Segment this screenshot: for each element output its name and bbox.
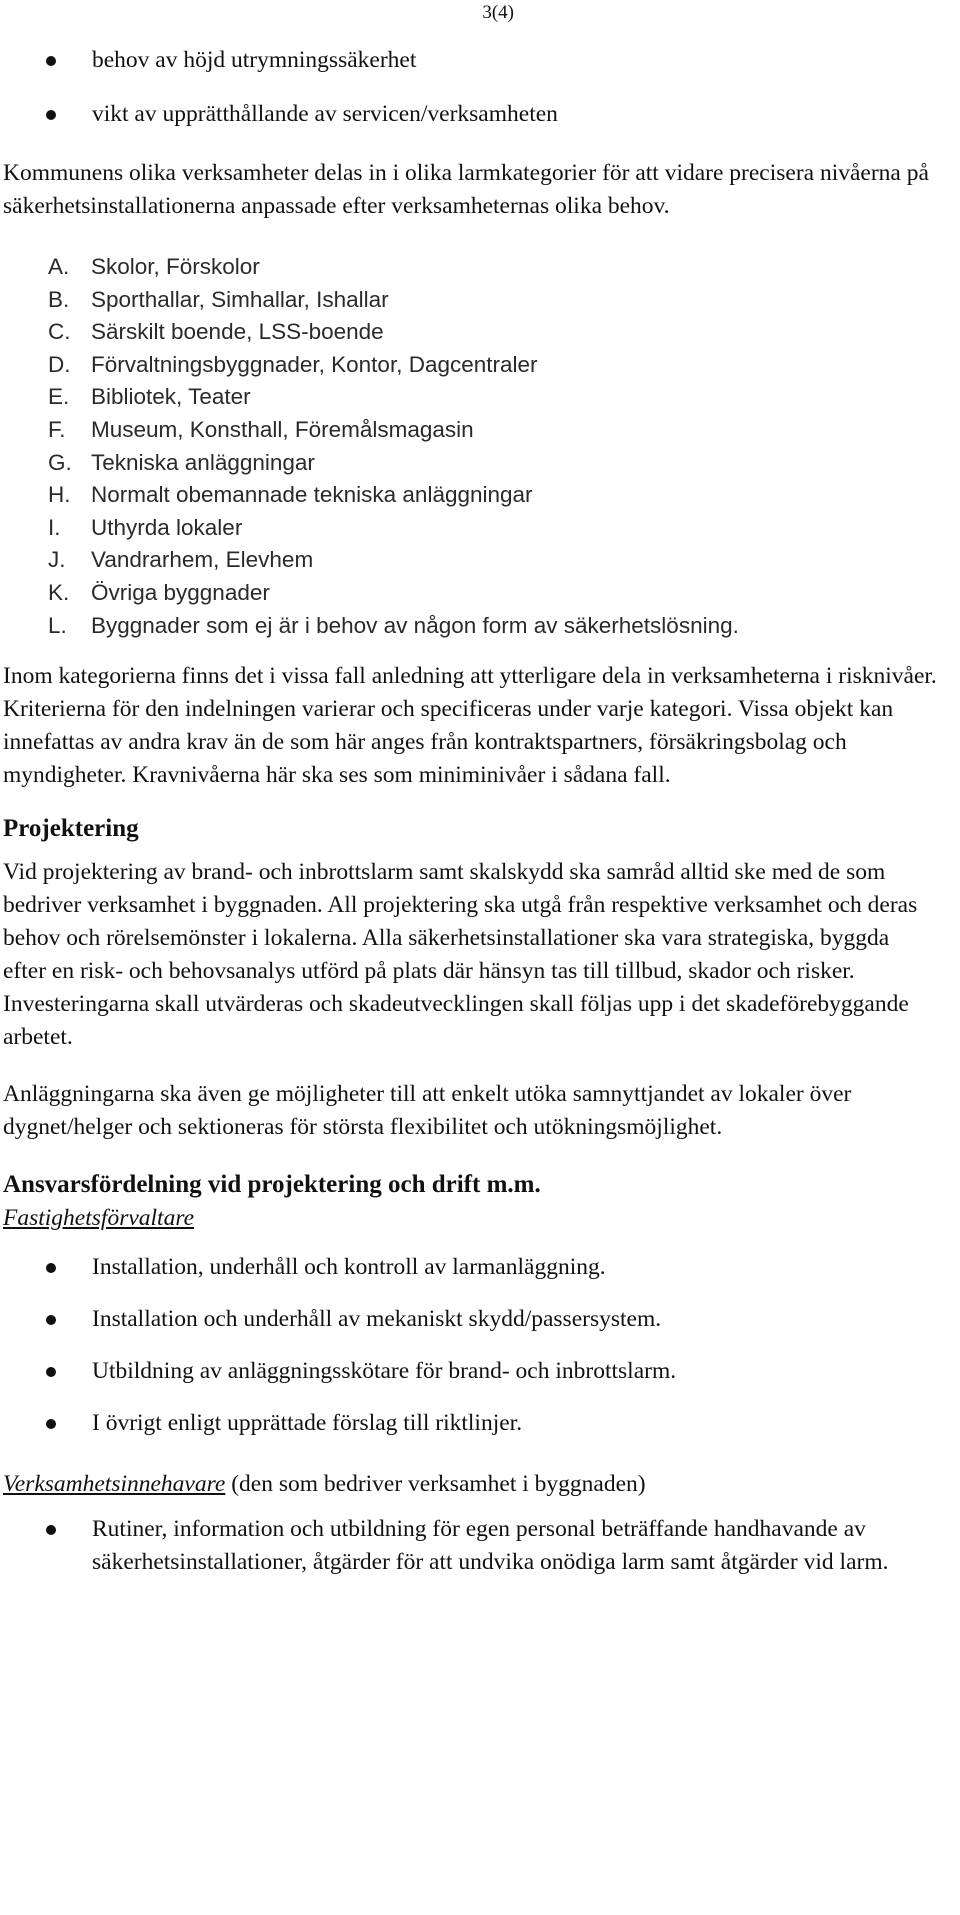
intro-bullet-list: [3, 44, 938, 131]
category-item: [3, 381, 938, 414]
category-item: [3, 544, 938, 577]
category-item: [3, 316, 938, 349]
category-letter: F.: [48, 416, 66, 442]
projektering-heading: Projektering: [3, 815, 139, 843]
category-letter: I.: [48, 514, 61, 540]
category-letter: C.: [48, 319, 71, 345]
category-item: [3, 349, 938, 382]
document-body: [3, 44, 938, 1579]
list-item: Installation, underhåll och kontroll av larmanläggning.: [3, 1251, 938, 1284]
category-item: [3, 577, 938, 610]
category-letter: B.: [48, 286, 70, 312]
category-item: [3, 512, 938, 545]
category-label: Uthyrda lokaler: [91, 514, 243, 540]
category-letter: K.: [48, 579, 70, 605]
category-label: Byggnader som ej är i behov av någon form av säkerhetslösning.: [91, 612, 739, 638]
page-number: 3(4): [482, 2, 514, 23]
category-label: Normalt obemannade tekniska anläggningar: [91, 482, 533, 508]
list-item: behov av höjd utrymningssäkerhet: [3, 44, 938, 77]
category-label: Skolor, Förskolor: [91, 254, 260, 279]
operator-heading: Verksamhetsinnehavare: [3, 1471, 226, 1498]
category-item: [3, 479, 938, 512]
category-label: Tekniska anläggningar: [91, 449, 315, 475]
category-label: Vandrarhem, Elevhem: [91, 547, 314, 573]
expansion-paragraph: Anläggningarna ska även ge möjligheter till att enkelt utöka samnyttjandet av lokaler över dygnet/helger och sektioneras för största flexibilitet och utökningsmöjlighet.: [3, 1081, 852, 1141]
category-item: [3, 610, 938, 643]
category-label: Övriga byggnader: [91, 579, 270, 605]
property-manager-heading: Fastighetsförvaltare: [3, 1205, 195, 1232]
risk-level-paragraph: Inom kategorierna finns det i vissa fall anledning att ytterligare dela in verksamheterna i risknivåer. Kriterierna för den indelningen varierar och specificeras under varje kategori. Vissa objekt kan innefattas av andra krav än de som här anges från kontraktspartners, försäkringsbolag och myndigheter. Kravnivåerna här ska ses som miniminivåer i sådana fall.: [3, 663, 937, 789]
list-item: vikt av upprätthållande av servicen/verksamheten: [3, 98, 938, 131]
category-letter: H.: [48, 482, 71, 508]
category-letter: L.: [48, 612, 67, 638]
category-item: [3, 284, 938, 317]
list-item: Rutiner, information och utbildning för egen personal beträffande handhavande av säkerhetsinstallationer, åtgärder för att undvika onödiga larm samt åtgärder vid larm.: [3, 1513, 938, 1579]
category-label: Särskilt boende, LSS-boende: [91, 319, 384, 345]
category-label: Museum, Konsthall, Föremålsmagasin: [91, 416, 474, 442]
category-label: Bibliotek, Teater: [91, 384, 251, 410]
category-item: [3, 251, 938, 284]
category-letter: G.: [48, 449, 72, 475]
operator-list: [3, 1513, 938, 1579]
category-item: [3, 447, 938, 480]
responsibility-heading: Ansvarsfördelning vid projektering och drift m.m.: [3, 1171, 541, 1199]
category-letter: D.: [48, 351, 71, 377]
category-letter: J.: [48, 547, 66, 573]
list-item: Installation och underhåll av mekaniskt skydd/passersystem.: [3, 1303, 938, 1336]
list-item: I övrigt enligt upprättade förslag till riktlinjer.: [3, 1407, 938, 1440]
property-manager-list: [3, 1251, 938, 1440]
operator-note: (den som bedriver verksamhet i byggnaden): [225, 1471, 646, 1498]
categories-intro-paragraph: Kommunens olika verksamheter delas in i olika larmkategorier för att vidare precisera nivåerna på säkerhetsinstallationerna anpassade efter verksamheternas olika behov.: [3, 160, 929, 219]
category-letter: E.: [48, 384, 70, 410]
projektering-paragraph: Vid projektering av brand- och inbrottslarm samt skalskydd ska samråd alltid ske med de som bedriver verksamhet i byggnaden. All projektering ska utgå från respektive verksamhet och deras behov och rörelsemönster i lokalerna. Alla säkerhetsinstallationer ska vara strategiska, byggda efter en risk- och behovsanalys utförd på plats där hänsyn tas till tillbud, skador och risker. Investeringarna skall utvärderas och skadeutvecklingen skall följas upp i det skadeförebyggande arbetet.: [3, 859, 918, 1051]
category-item: [3, 414, 938, 447]
operator-heading-line: [3, 1468, 938, 1501]
category-letter: A.: [48, 254, 70, 279]
category-label: Förvaltningsbyggnader, Kontor, Dagcentraler: [91, 351, 538, 377]
category-label: Sporthallar, Simhallar, Ishallar: [91, 286, 389, 312]
list-item: Utbildning av anläggningsskötare för brand- och inbrottslarm.: [3, 1355, 938, 1388]
category-list: [3, 251, 938, 642]
